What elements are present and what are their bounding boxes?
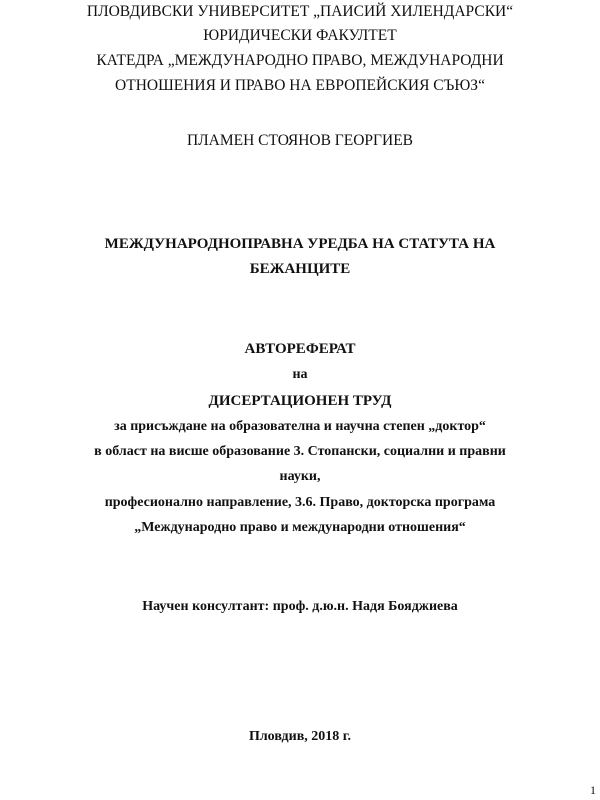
department-name-line-2: ОТНОШЕНИЯ И ПРАВО НА ЕВРОПЕЙСКИЯ СЪЮЗ“ [115, 77, 485, 94]
faculty-name: ЮРИДИЧЕСКИ ФАКУЛТЕТ [203, 27, 397, 44]
dissertation-title-line-1: МЕЖДУНАРОДНОПРАВНА УРЕДБА НА СТАТУТА НА [104, 236, 496, 252]
abstract-field-line-2: науки, [279, 469, 321, 484]
university-name: ПЛОВДИВСКИ УНИВЕРСИТЕТ „ПАИСИЙ ХИЛЕНДАРСКИ“ [86, 3, 514, 20]
abstract-program: „Международно право и международни отношения“ [134, 520, 466, 535]
abstract-preposition: на [292, 367, 308, 382]
abstract-work-type: ДИСЕРТАЦИОНЕН ТРУД [208, 393, 392, 409]
scientific-consultant: Научен консултант: проф. д.ю.н. Надя Бояджиева [142, 599, 458, 614]
abstract-field-line-1: в област на висше образование 3. Стопански, социални и правни [94, 444, 506, 459]
department-name-line-1: КАТЕДРА „МЕЖДУНАРОДНО ПРАВО, МЕЖДУНАРОДНИ [96, 52, 504, 69]
abstract-purpose: за присъждане на образователна и научна степен „доктор“ [114, 419, 486, 434]
abstract-direction: професионално направление, 3.6. Право, докторска програма [104, 495, 496, 510]
place-and-date: Пловдив, 2018 г. [248, 729, 352, 744]
page-number: 1 [590, 783, 596, 797]
dissertation-title-line-2: БЕЖАНЦИТЕ [249, 261, 351, 277]
abstract-heading: АВТОРЕФЕРАТ [244, 341, 356, 357]
author-name: ПЛАМЕН СТОЯНОВ ГЕОРГИЕВ [186, 132, 414, 149]
